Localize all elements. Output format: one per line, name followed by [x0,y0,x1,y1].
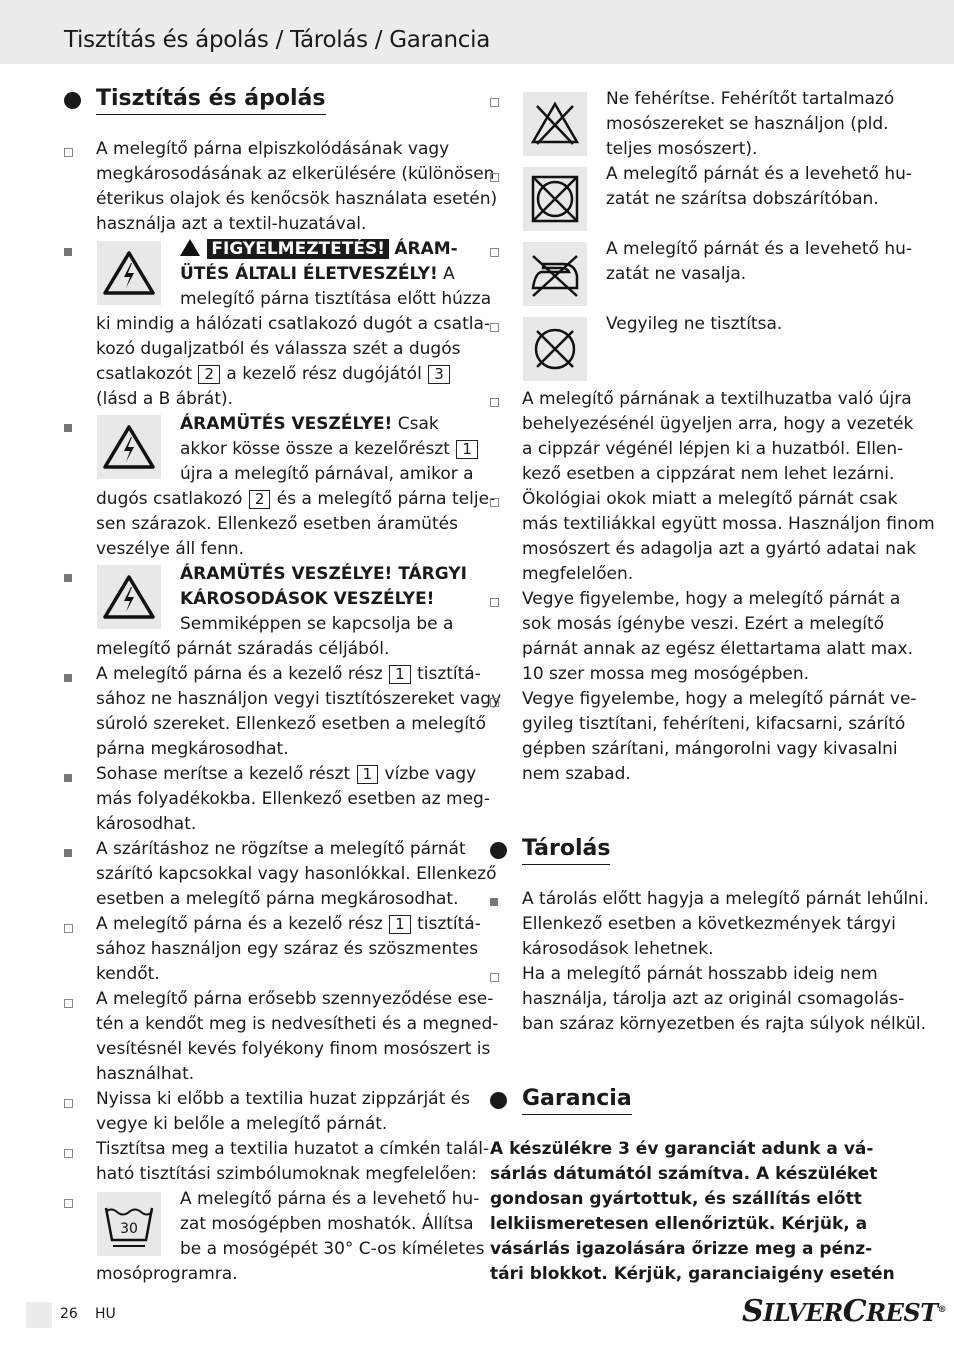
page-title: Tisztítás és ápolás / Tárolás / Garancia [64,27,491,53]
filled-bullet [64,424,72,432]
open-bullet [64,999,73,1008]
open-bullet [490,498,499,507]
wash-30-icon [97,1192,161,1256]
warning-life-danger-cont: ki mindig a hálózati csatlakozó dugót a csatla- kozó dugaljzatból és válassza szét a dugós csatlakozót 2 a kezelő rész dugójától 3 (lásd a B ábrát). [96,314,491,409]
header-bar [0,0,954,64]
open-bullet [490,173,499,182]
open-bullet [490,398,499,407]
list-item-machine-wash: A melegítő párna és a levehető hu- zat mosógépben moshatók. Állítsa be a mosógépét 30° C-os kíméletes [180,1189,485,1259]
symbol-text-no-dry-clean: Vegyileg ne tisztítsa. [606,314,783,334]
open-bullet [490,98,499,107]
warranty-paragraph: A készülékre 3 év garanciát adunk a vá- sárlás dátumától számítva. A készüléket gondosan gyártottuk, és szállítás előtt lelkiismeretesen ellenőriztük. Kérjük, a vásárlás igazolására őrizze meg a pénz- tári blokkot. Kérjük, garanciaigény esetén [490,1139,895,1284]
page-number: 26 [60,1306,78,1322]
open-bullet [490,698,499,707]
open-bullet [490,323,499,332]
list-item-machine-wash-cont: mosóprogramra. [96,1264,238,1284]
symbol-text-no-tumble: A melegítő párnát és a levehető hu- zatát ne szárítsa dobszárítóban. [606,164,913,209]
list-item-long-storage: Ha a melegítő párnát hosszabb ideig nem használja, tárolja azt az originál csomagolás- ban száraz környezetben és rajta súlyok nélkül. [522,964,926,1034]
open-bullet [490,248,499,257]
open-bullet [64,924,73,933]
no-dry-clean-icon [523,317,587,381]
filled-bullet [64,849,72,857]
electric-shock-warning-icon [97,415,161,479]
list-item-drying: A szárításhoz ne rögzítse a melegítő párnát szárító kapcsokkal vagy hasonlókkal. Ellenkező esetben a melegítő párna megkárosodhat. [96,839,497,909]
warning-triangle-icon [180,239,200,256]
electric-shock-warning-icon [97,241,161,305]
filled-bullet [64,248,72,256]
filled-bullet [64,774,72,782]
warning-life-danger: FIGYELMEZTETÉS! ÁRAM- ÜTÉS ÁLTALI ÉLETVESZÉLY! A melegítő párna tisztítása előtt húzza [180,239,492,309]
symbol-text-no-bleach: Ne fehérítse. Fehérítőt tartalmazó mosószereket se használjon (pld. teljes mosószert). [606,89,895,159]
open-bullet [64,148,73,157]
warning-shock: ÁRAMÜTÉS VESZÉLYE! Csak akkor kösse össze a kezelőrészt 1 újra a melegítő párnával, amikor a [180,412,479,487]
list-item-prohibitions: Vegye figyelembe, hogy a melegítő párnát ve- gyileg tisztítani, fehéríteni, kifacsarni, szárító gépben szárítani, mángorolni vagy kivasalni nem szabad. [522,689,917,784]
open-bullet [64,1199,73,1208]
list-item-wash-limit: Vegye figyelembe, hogy a melegítő párnát a sok mosás ígénybe veszi. Ezért a melegítő párnát annak az egész élettartama alatt max. 10 szer mossa meg mosógépben. [522,589,914,684]
no-bleach-icon [523,92,587,156]
list-item-zipper: Nyissa ki előbb a textilia huzat zippzárját és vegye ki belőle a melegítő párnát. [96,1089,470,1134]
electric-shock-warning-icon [97,565,161,629]
filled-bullet [64,574,72,582]
bullet-dot [490,842,507,859]
list-item-cool-down: A tárolás előtt hagyja a melegítő párnát lehűlni. Ellenkező esetben a következmények tárgyi károsodások lehetnek. [522,889,929,959]
open-bullet [490,973,499,982]
open-bullet [490,598,499,607]
warning-property-damage: ÁRAMÜTÉS VESZÉLYE! TÁRGYI KÁROSODÁSOK VESZÉLYE! Semmiképpen se kapcsolja be a [180,564,467,634]
bullet-dot [490,1092,507,1109]
svg-text:30: 30 [120,1221,138,1237]
brand-logo: SILVERCREST® [742,1294,947,1329]
section-heading-warranty: Garancia [490,1086,632,1115]
list-item-dry-cloth: A melegítő párna és a kezelő rész 1 tisztítá- sához használjon egy száraz és szöszmentes kendőt. [96,914,481,984]
filled-bullet [64,674,72,682]
warning-shock-cont: dugós csatlakozó 2 és a melegítő párna telje- sen szárazok. Ellenkező esetben áramütés veszélye áll fenn. [96,489,496,559]
warning-property-damage-cont: melegítő párnát száradás céljából. [96,639,390,659]
filled-bullet [490,898,498,906]
paragraph-textile-cover: A melegítő párna elpiszkolódásának vagy megkárosodásának az elkerülésére (különösen éterikus olajok és kenőcsök használata esetén) használja azt a textil-huzatával. [96,139,498,234]
list-item-reinsert: A melegítő párnának a textilhuzatba való újra behelyezésénél ügyeljen arra, hogy a vezeték a cippzár végénél lépjen ki a huzatból. Ellen- kező esetben a cippzárat nem lehet lezárni. [522,389,914,484]
list-item-no-chemicals: A melegítő párna és a kezelő rész 1 tisztítá- sához ne használjon vegyi tisztítószereket vagy súroló szereket. Ellenkező esetben a melegítő párna megkárosodhat. [96,664,502,759]
no-iron-icon [523,242,587,306]
section-heading-storage: Tárolás [490,836,610,865]
bullet-dot [64,92,81,109]
symbol-text-no-iron: A melegítő párnát és a levehető hu- zatát ne vasalja. [606,239,913,284]
list-item-label-symbols: Tisztítsa meg a textilia huzatot a címkén talál- ható tisztítási szimbólumoknak megfelelően: [96,1139,490,1184]
open-bullet [64,1099,73,1108]
section-heading-cleaning: Tisztítás és ápolás [64,86,326,115]
list-item-ecology: Ökológiai okok miatt a melegítő párnát csak más textiliákkal együtt mossa. Használjon finom mosószert és adagolja azt a gyártó adatai nak megfelelően. [522,489,935,584]
page-marker [26,1302,52,1328]
language-code: HU [95,1306,116,1322]
no-tumble-dry-icon [523,167,587,231]
open-bullet [64,1149,73,1158]
list-item-damp-cloth: A melegítő párna erősebb szennyeződése ese- tén a kendőt meg is nedvesítheti és a megned- vesítésnél kevés folyékony finom mosószert is használhat. [96,989,499,1084]
list-item-no-immerse: Sohase merítse a kezelő részt 1 vízbe vagy más folyadékokba. Ellenkező esetben az meg- károsodhat. [96,764,490,834]
